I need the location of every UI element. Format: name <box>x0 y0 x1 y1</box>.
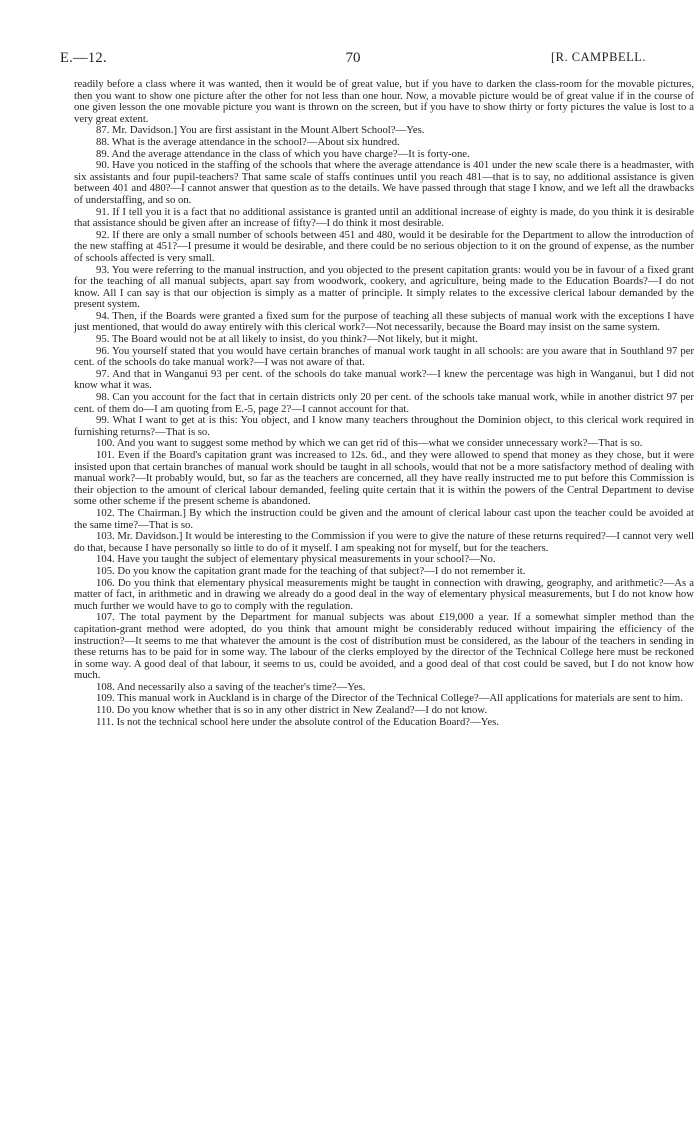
document-reference: E.—12. <box>60 50 107 66</box>
transcript-paragraph: 100. And you want to suggest some method by which we can get rid of this—what we consider unnecessary work?—That is so. <box>96 437 643 450</box>
transcript-paragraph: 89. And the average attendance in the class of which you have charge?—It is forty-one. <box>96 147 470 160</box>
transcript-paragraph: 87. Mr. Davidson.] You are first assistant in the Mount Albert School?—Yes. <box>96 124 425 137</box>
transcript-paragraph: readily before a class where it was wanted, then it would be of great value, but if you have to darken the class-room for the movable pictures, then you want to show one picture after the other for not less than one hour. Now, a movable picture would be of great value if in the course of one given lesson the one movable picture you want is thrown on the screen, but if you have to show thirty or forty pictures the value is lost to a very great extent. <box>74 78 694 125</box>
transcript-paragraph: 110. Do you know whether that is so in any other district in New Zealand?—I do not know. <box>96 704 488 717</box>
transcript-paragraph: 99. What I want to get at is this: You object, and I know many teachers throughout the Dominion object, to this clerical work required in furnishing returns?—That is so. <box>74 414 694 438</box>
page-header <box>60 50 646 72</box>
transcript-paragraph: 88. What is the average attendance in the school?—About six hundred. <box>96 135 400 148</box>
page-number: 70 <box>345 50 361 66</box>
transcript-paragraph: 101. Even if the Board's capitation grant was increased to 12s. 6d., and they were allowed to spend that money as they chose, but it were insisted upon that certain branches of manual work should be taught in all schools, would that not be a more satisfactory method of dealing with manual work?—It probably would, but, so far as the teachers are concerned, all they have really instructed me to put before this Commission is their objection to the amount of clerical labour demanded, feeling quite certain that it is within the powers of the Central Department to devise some other scheme if the present scheme is abandoned. <box>74 449 694 508</box>
transcript-paragraph: 95. The Board would not be at all likely to insist, do you think?—Not likely, but it might. <box>96 333 478 346</box>
transcript-paragraph: 111. Is not the technical school here under the absolute control of the Education Board?—Yes. <box>96 715 499 728</box>
transcript-paragraph: 107. The total payment by the Department for manual subjects was about £19,000 a year. If a somewhat simpler method than the capitation-grant method were adopted, do you think that amount might be considerably reduced without impairing the efficiency of the instruction?—It seems to me that whatever the amount is the cost of distribution must be considered, as the labour of the teachers in sending in these returns has to be paid for in some way. The labour of the clerks employed by the director of the Technical College here must be reckoned in some way. A good deal of that labour, it seems to us, could be avoided, and a good deal of that cost could be saved, but I do not know how much. <box>74 611 694 682</box>
transcript-paragraph: 105. Do you know the capitation grant made for the teaching of that subject?—I do not remember it. <box>96 564 526 577</box>
transcript-paragraph: 102. The Chairman.] By which the instruction could be given and the amount of clerical labour cast upon the teacher could be avoided at the same time?—That is so. <box>74 506 694 531</box>
transcript-paragraph: 109. This manual work in Auckland is in charge of the Director of the Technical College?—All applications for materials are sent to him. <box>96 692 683 705</box>
transcript-paragraph: 93. You were referring to the manual instruction, and you objected to the present capitation grants: would you be in favour of a fixed grant for the teaching of all manual subjects, apart say from woodwork, cookery, and agriculture, being made to the Education Boards?—I do not know. All I can say is that our objection is simply as a matter of principle. It simply relates to the excessive clerical labour demanded by the present system. <box>74 263 694 311</box>
transcript-paragraph: 97. And that in Wanganui 93 per cent. of the schools do take manual work?—I knew the percentage was high in Wanganui, but I did not know what it was. <box>74 367 694 392</box>
transcript-body <box>74 79 694 728</box>
transcript-paragraph: 98. Can you account for the fact that in certain districts only 20 per cent. of the schools take manual work, while in another district 97 per cent. of them do—I am quoting from E.-5, page 2?—I cannot account for that. <box>74 391 694 415</box>
transcript-paragraph: 92. If there are only a small number of schools between 451 and 480, would it be desirable for the Department to allow the introduction of the new staffing at 451?—I presume it would be desirable, and there could be no serious objection to it on the ground of expense, as the number of schools affected is very small. <box>74 228 694 264</box>
transcript-paragraph: 104. Have you taught the subject of elementary physical measurements in your school?—No. <box>96 553 496 566</box>
witness-name: [R. CAMPBELL. <box>550 50 646 64</box>
transcript-paragraph: 90. Have you noticed in the staffing of the schools that where the average attendance is 401 under the new scale there is a headmaster, with six assistants and four pupil-teachers? That same scale of staffs continues until you reach 481—that is to say, no additional assistance is given between 401 and 480?—I cannot answer that question as to the details. We have passed through that stage I know, and we left all the drawbacks of understaffing, and so on. <box>74 159 694 206</box>
transcript-paragraph: 91. If I tell you it is a fact that no additional assistance is granted until an additional increase of eighty is made, do you think it is desirable that assistance should be given after an increase of fifty?—I do think it most desirable. <box>74 205 694 230</box>
transcript-paragraph: 94. Then, if the Boards were granted a fixed sum for the purpose of teaching all these subjects of manual work with the exceptions I have just mentioned, that would do away entirely with this clerical work?—Not necessarily, because the Board may insist on the same system. <box>74 309 694 334</box>
transcript-paragraph: 106. Do you think that elementary physical measurements might be taught in connection with drawing, geography, and arithmetic?—As a matter of fact, in arithmetic and in drawing we already do a good deal in the way of elementary physical measurements, but I do not know how much further we would have to go to comply with the regulation. <box>74 576 694 612</box>
transcript-paragraph: 103. Mr. Davidson.] It would be interesting to the Commission if you were to give the nature of these returns required?—I cannot very well do that, because I have personally so little to do of it myself. I am speaking not for myself, but for the teachers. <box>74 530 694 554</box>
transcript-paragraph: 96. You yourself stated that you would have certain branches of manual work taught in all schools: are you aware that in Southland 97 per cent. of the schools do take manual work?—I was not aware of that. <box>74 344 694 369</box>
transcript-paragraph: 108. And necessarily also a saving of the teacher's time?—Yes. <box>96 680 366 693</box>
